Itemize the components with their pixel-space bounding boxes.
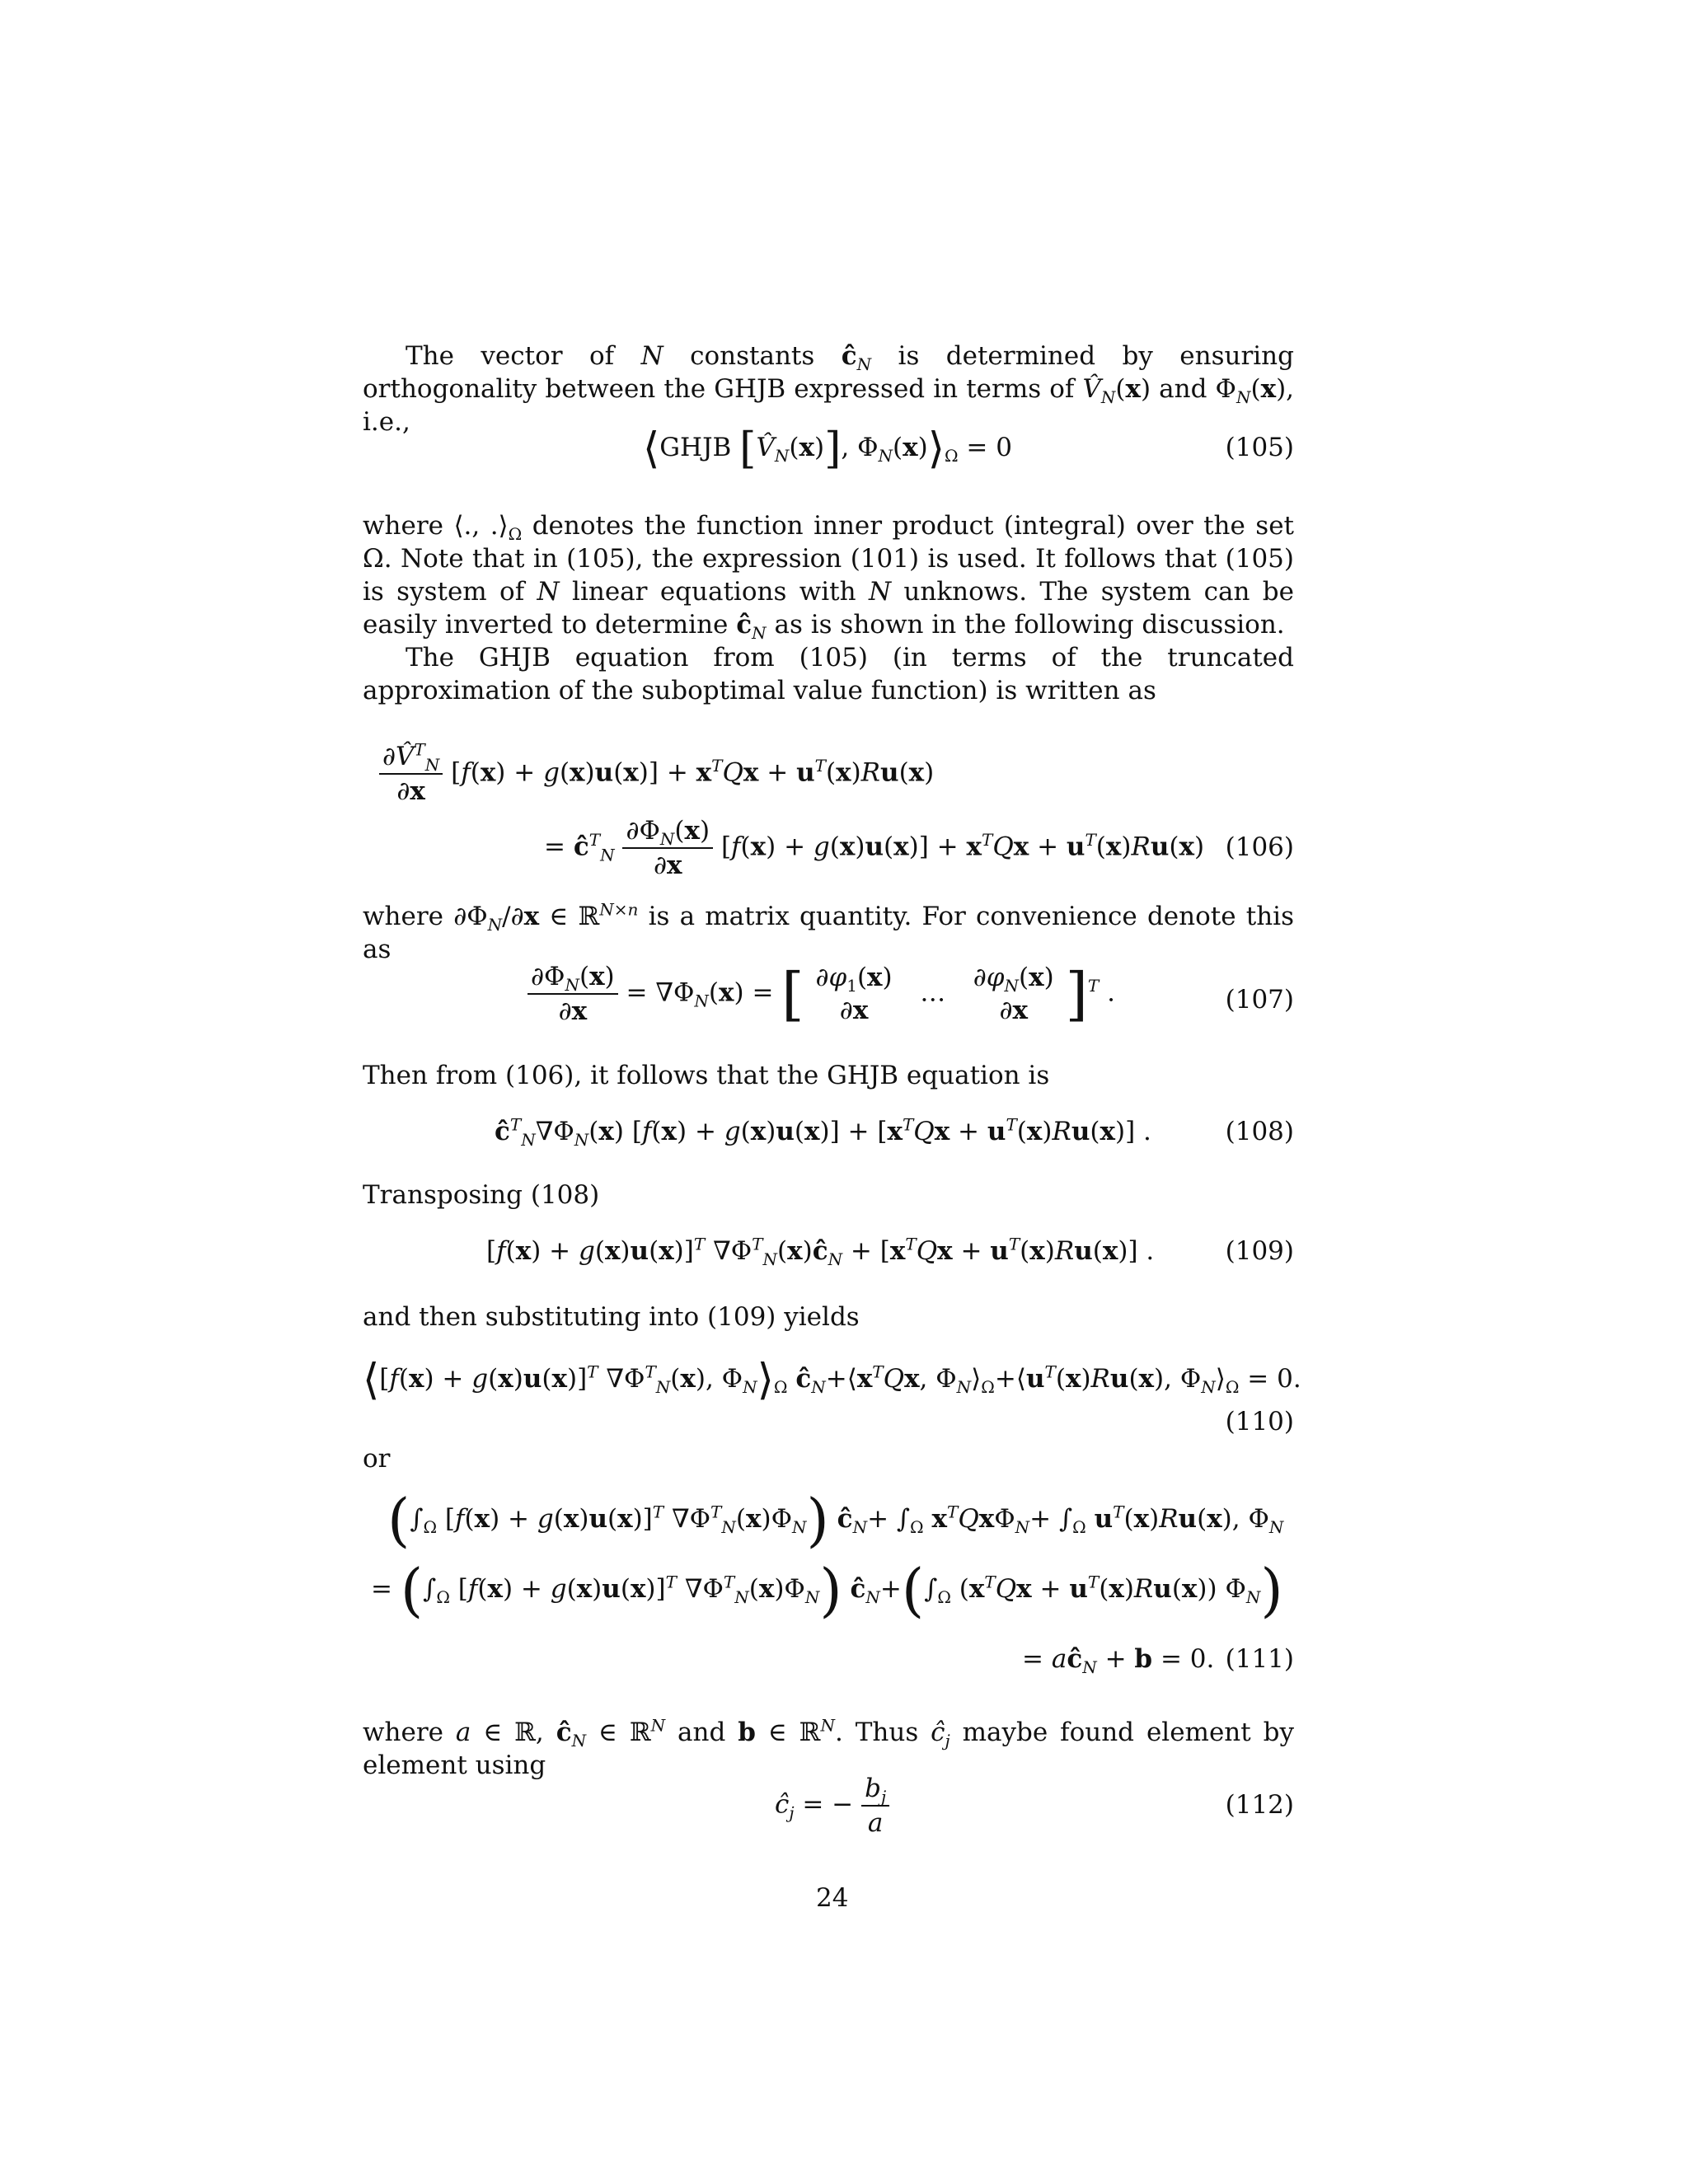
paragraph-9-text: where a ∈ ℝ, $ĉ_N$ ∈ ℝ$^N$ and b ∈ ℝ$^N$. Thus $ĉ_j$ maybe found element by element using [363, 1715, 1294, 1780]
equation-109 [363, 1236, 1294, 1286]
paragraph-7-text: and then substituting into (109) yields [363, 1302, 860, 1332]
equation-110-number: (110) [1225, 1407, 1294, 1436]
equation-108-body: $ĉ^T_N\nabla\Phi_N(x) [f(x) + g(x)u(x)] + [x^TQx + u^T(x)Ru(x)]$ . [495, 1114, 1151, 1151]
paragraph-6-text: Transposing (108) [363, 1180, 600, 1210]
equation-105-body: ⟨GHJB $[V̂_N(x)]$, $\Phi_N(x)⟩_\Omega = 0$ [643, 424, 1012, 474]
paragraph-8 [363, 1442, 1294, 1475]
equation-108 [363, 1114, 1294, 1166]
equation-109-number: (109) [1225, 1236, 1294, 1266]
equation-107-body: $\frac{\partial\Phi_N(x)}{\partial x}$ = $\nabla\Phi_N(x)$ = [ $\partial\varphi_1(x)$ ∂x … $\partial\varphi_N(x)$ ∂x ]$^T$ . [528, 960, 1115, 1028]
equation-112-body: $ĉ_j$ = − $\frac{b_j}{a}$ [775, 1772, 889, 1840]
equation-105 [363, 424, 1294, 482]
paragraph-5 [363, 1059, 1294, 1092]
equation-112 [363, 1772, 1294, 1846]
paragraph-7 [363, 1301, 1294, 1333]
equation-112-number: (112) [1225, 1790, 1294, 1820]
equation-105-number: (105) [1225, 433, 1294, 462]
equation-107 [363, 960, 1294, 1051]
equation-111-line-3: = $aĉ_N + b = 0$. [1022, 1644, 1215, 1678]
equation-108-number: (108) [1225, 1117, 1294, 1146]
paragraph-4-text: where $\partial\Phi_N/\partial x$ ∈ ℝ$^{N\times n}$ is a matrix quantity. For convenience denote this as [363, 899, 1295, 964]
equation-110-body: ⟨[f(x) + g(x)u(x)]$^T$ $\nabla\Phi^T_N(x)$, $\Phi_N⟩_\Omega$ $ĉ_N+⟨x^TQx$, $\Phi_N⟩_\Omega+⟨u^T(x)Ru(x)$, $\Phi_N⟩_\Omega = 0$. [363, 1355, 1301, 1405]
paragraph-4 [363, 900, 1294, 966]
equation-111-line-1: ($\int_\Omega$ $[f(x) + g(x)u(x)]^T$ $\nabla\Phi^T_N(x)\Phi_N$) $ĉ_N+ \int_\Omega$ $x^TQx\Phi_N+ \int_\Omega$ $u^T(x)Ru(x)$, $\Phi_N$ [387, 1486, 1284, 1554]
paragraph-2-text: where ⟨., $.⟩_\Omega$ denotes the function inner product (integral) over the set Ω. Note that in (105), the expression (101) is used. It follows that (105) is system of N linear equations with N unknows. The system can be easily inverted to determine $ĉ_N$ as is shown in the following discussion. [363, 511, 1295, 644]
equation-106-number: (106) [1225, 832, 1294, 862]
equation-106-line-2: = $ĉ^T_N$ $\frac{\partial\Phi_N(x)}{\partial x}$ $[f(x) + g(x)u(x)] + x^TQx + u^T(x)Ru(x)$ [544, 816, 1205, 880]
equation-111-line-2: = ($\int_\Omega$ $[f(x) + g(x)u(x)]^T$ $\nabla\Phi^T_N(x)\Phi_N$) $ĉ_N+(\int_\Omega$ $(x^TQx + u^T(x)Ru(x))$ $\Phi_N$) [371, 1556, 1283, 1624]
paragraph-1-text: The vector of N constants $ĉ_N$ is determined by ensuring orthogonality between the GHJB expressed in terms of $V̂_N(x)$ and $\Phi_N(x)$, i.e., [363, 341, 1295, 437]
equation-111-number: (111) [1225, 1644, 1294, 1674]
equation-107-number: (107) [1225, 985, 1294, 1015]
equation-106 [363, 740, 1294, 888]
paragraph-3-text: The GHJB equation from (105) (in terms of the truncated approximation of the suboptimal value function) is written as [363, 643, 1294, 705]
paragraph-6 [363, 1179, 1294, 1212]
paragraph-8-text: or [363, 1444, 391, 1474]
paragraph-2 [363, 509, 1294, 707]
equation-109-body: $[f(x) + g(x)u(x)]^T$ $\nabla\Phi^T_N(x)ĉ_N + [x^TQx + u^T(x)Ru(x)]$ . [486, 1234, 1155, 1270]
paragraph-5-text: Then from (106), it follows that the GHJB equation is [363, 1061, 1050, 1090]
equation-106-line-1: $\frac{\partial V̂^T_N}{\partial x}$ $[f(x) + g(x)u(x)] + x^TQx + u^T(x)Ru(x)$ [379, 740, 934, 808]
equation-111 [363, 1486, 1294, 1694]
page-number: 24 [816, 1883, 849, 1913]
equation-110 [363, 1355, 1301, 1446]
